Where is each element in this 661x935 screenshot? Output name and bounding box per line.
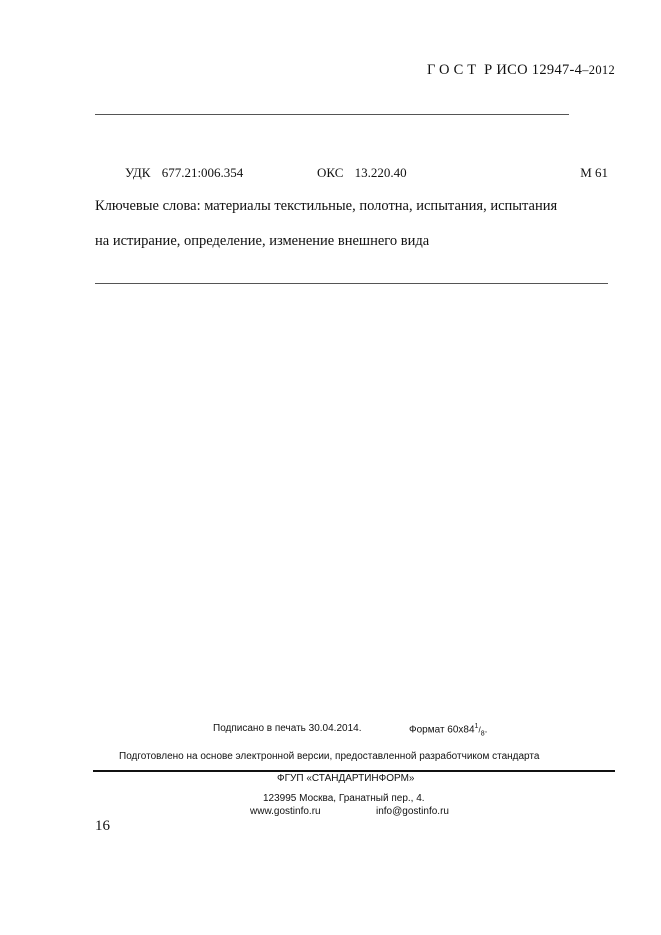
signed-date: Подписано в печать 30.04.2014. bbox=[213, 723, 362, 734]
keywords-line-1: Ключевые слова: материалы текстильные, полотна, испытания, испытания bbox=[95, 198, 558, 214]
udk-label: УДК bbox=[125, 165, 151, 180]
publisher-address: 123995 Москва, Гранатный пер., 4. bbox=[263, 793, 425, 804]
publisher-name: ФГУП «СТАНДАРТИНФОРМ» bbox=[277, 773, 415, 784]
standard-prefix: ГОСТ bbox=[426, 62, 481, 78]
format-fraction-den: 8 bbox=[480, 730, 485, 738]
oks-value: 13.220.40 bbox=[354, 165, 407, 180]
standard-code: Р ИСО 12947-4 bbox=[484, 62, 583, 78]
format-label: Формат 60x84 bbox=[409, 724, 475, 736]
group-code: М 61 bbox=[580, 165, 608, 180]
keywords-line-2: на истирание, определение, изменение внешнего вида bbox=[95, 233, 430, 249]
format-fraction-num: 1 bbox=[474, 723, 479, 730]
publisher-website[interactable]: www.gostinfo.ru bbox=[250, 806, 321, 817]
standard-designation bbox=[427, 62, 615, 79]
page-number: 16 bbox=[95, 818, 110, 834]
paper-format: Формат $60x84^1/_8$. bbox=[409, 723, 488, 738]
udk-block bbox=[125, 165, 243, 181]
oks-block bbox=[317, 165, 407, 181]
keywords-divider bbox=[95, 283, 608, 284]
publisher-email[interactable]: info@gostinfo.ru bbox=[376, 806, 449, 817]
udk-value: 677.21:006.354 bbox=[161, 165, 244, 180]
header-divider bbox=[95, 114, 569, 115]
oks-label: ОКС bbox=[317, 165, 344, 180]
prepared-note: Подготовлено на основе электронной версии, предоставленной разработчиком стандарта bbox=[119, 751, 540, 762]
imprint-divider bbox=[93, 770, 615, 772]
format-end: . bbox=[484, 724, 488, 736]
standard-year: –2012 bbox=[582, 63, 615, 77]
